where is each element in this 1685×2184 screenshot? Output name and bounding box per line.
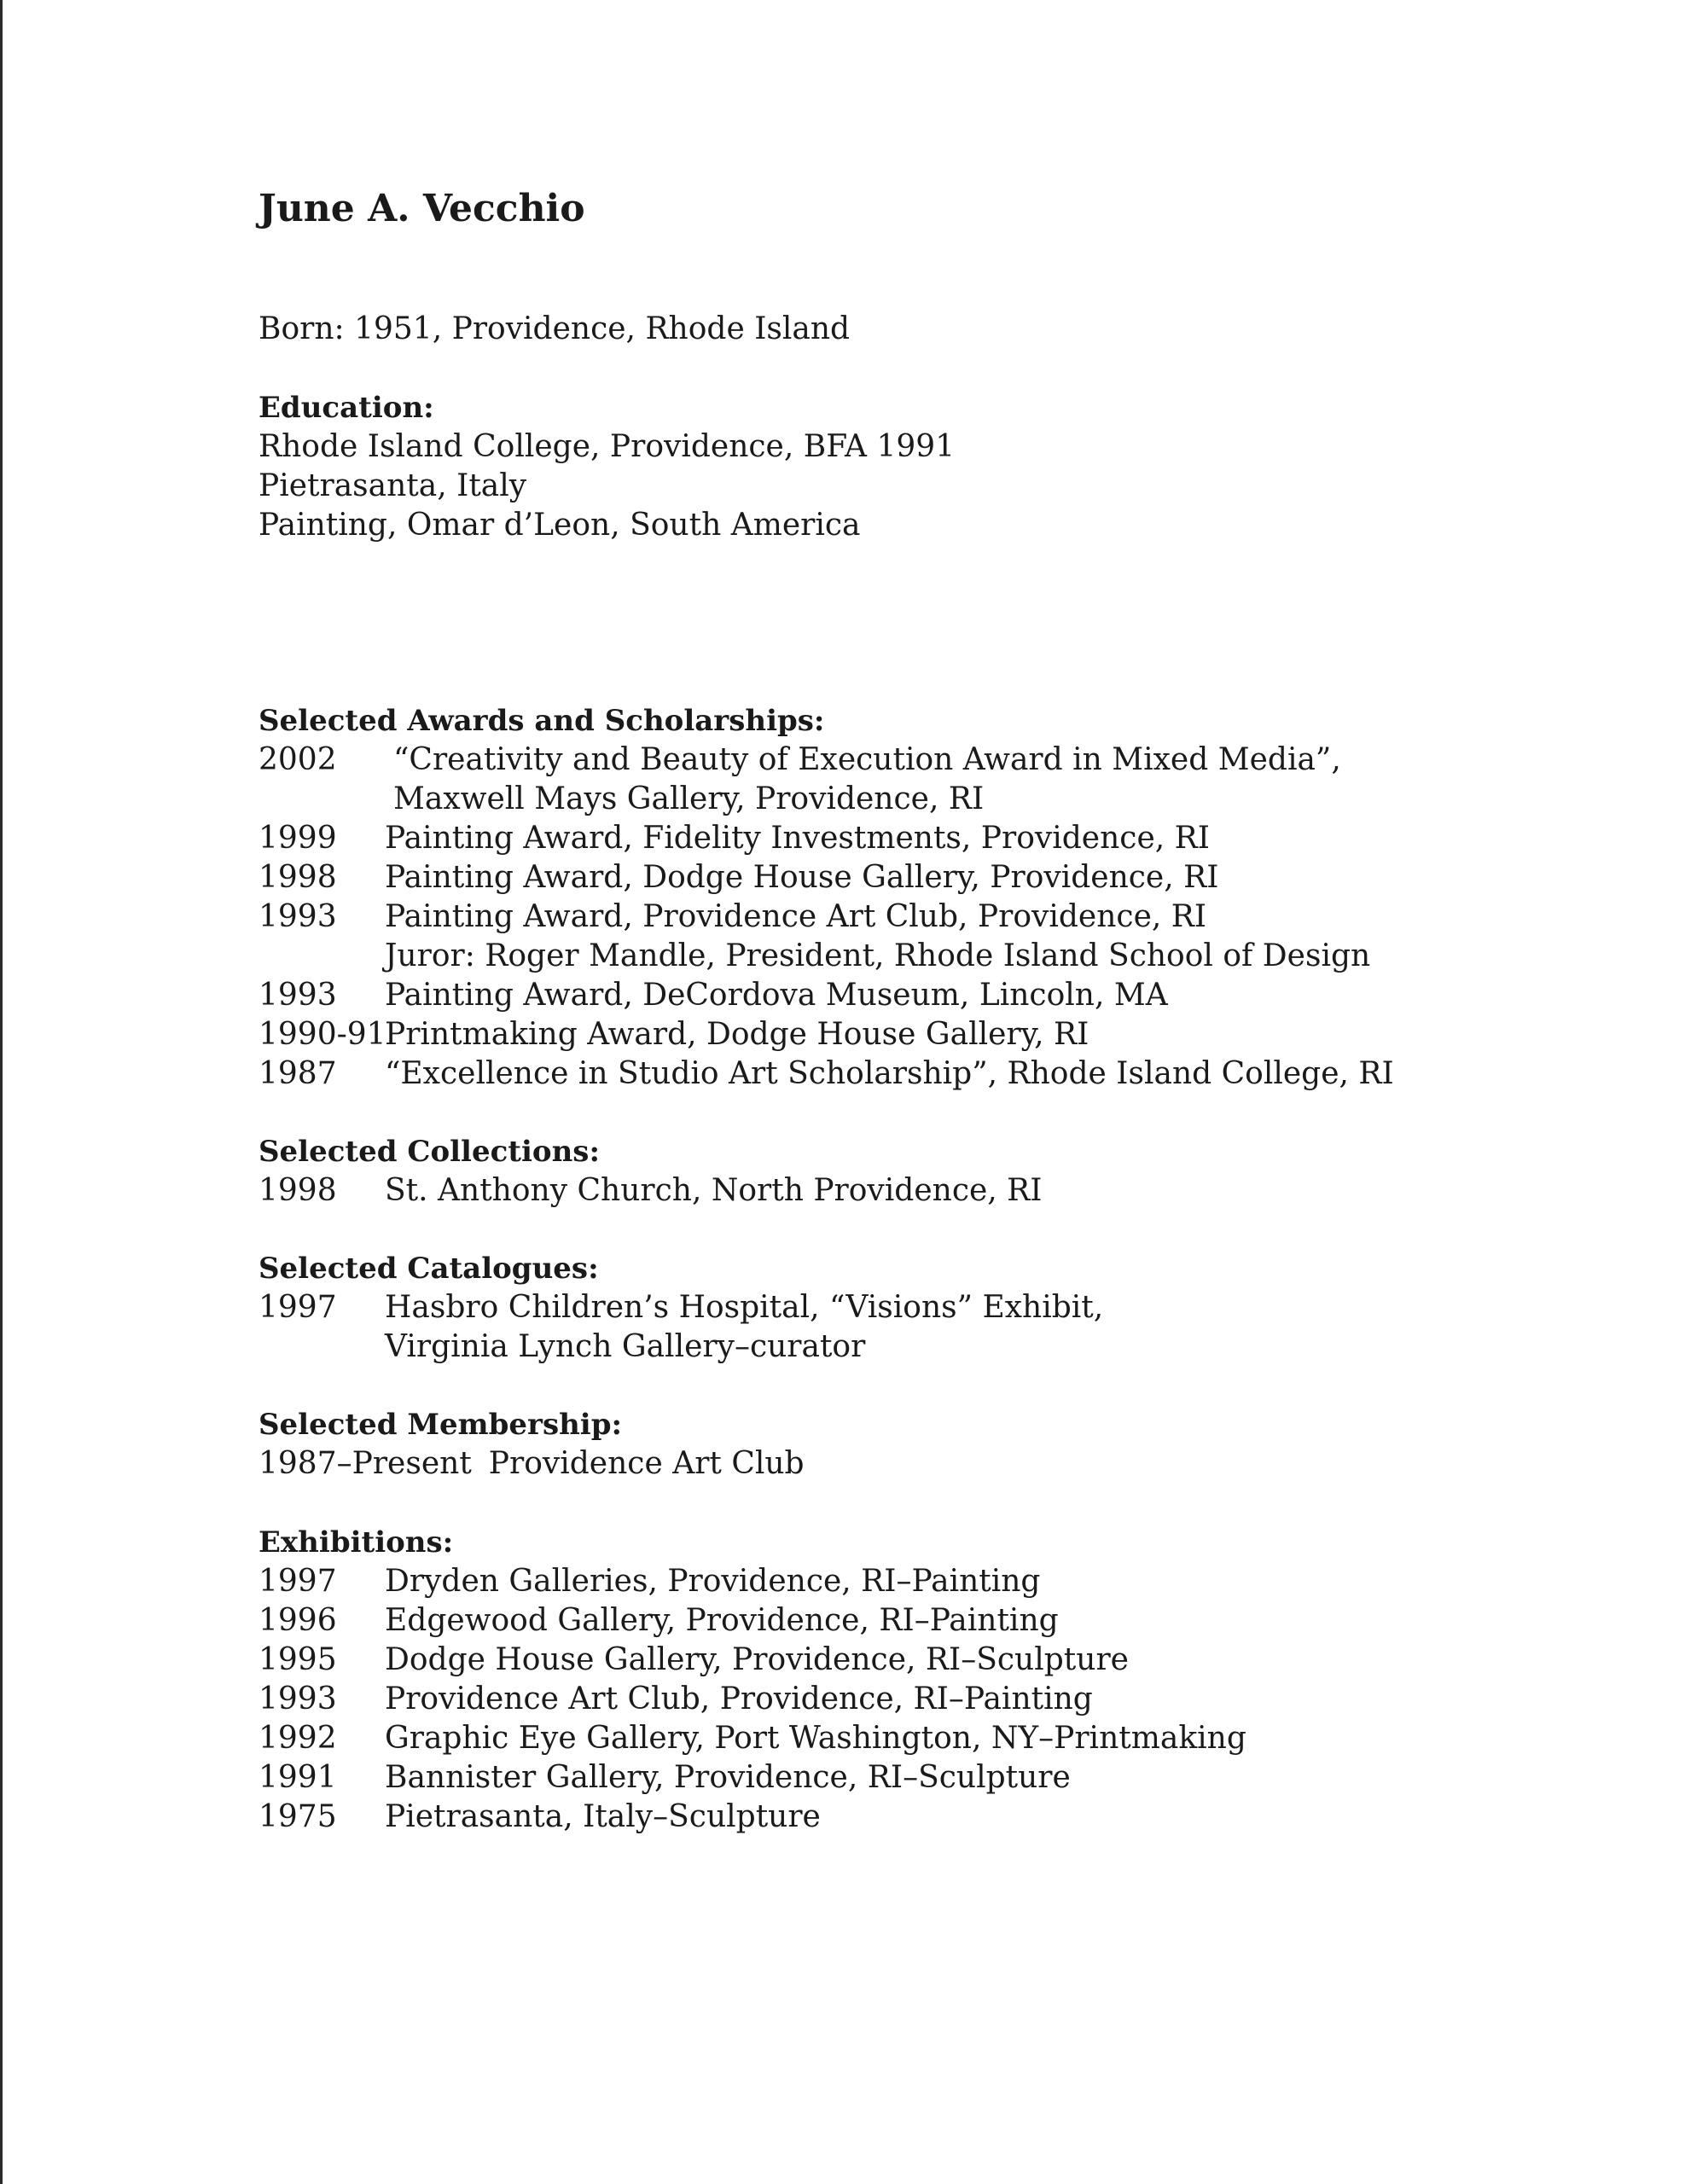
membership-row — [259, 1444, 1453, 1484]
award-year: 1998 — [259, 860, 337, 895]
exhibition-year: 1992 — [259, 1721, 337, 1756]
catalogue-text: Virginia Lynch Gallery–curator — [385, 1329, 866, 1364]
membership-heading: Selected Membership: — [259, 1408, 623, 1442]
exhibition-entry: Dryden Galleries, Providence, RI–Painting — [385, 1564, 1041, 1599]
exhibition-row — [259, 1758, 1453, 1798]
page-edge — [0, 0, 3, 2184]
awards-section — [259, 701, 1453, 1094]
exhibition-year: 1993 — [259, 1682, 337, 1716]
artist-name: June A. Vecchio — [259, 187, 585, 230]
exhibition-entry: Bannister Gallery, Providence, RI–Sculpture — [385, 1760, 1071, 1795]
catalogue-text: Hasbro Children’s Hospital, “Visions” Exhibit, — [385, 1290, 1104, 1325]
exhibition-row — [259, 1601, 1453, 1641]
exhibition-entry: Edgewood Gallery, Providence, RI–Painting — [385, 1603, 1059, 1638]
award-entry — [385, 976, 1453, 1015]
award-row — [259, 976, 1453, 1015]
award-text: Painting Award, Providence Art Club, Providence, RI — [385, 899, 1207, 934]
award-entry — [385, 858, 1453, 897]
education-item: Pietrasanta, Italy — [259, 468, 527, 503]
award-row — [259, 897, 1453, 976]
award-year: 1993 — [259, 978, 337, 1013]
award-entry — [393, 741, 1453, 819]
membership-years: 1987–Present — [259, 1446, 472, 1481]
award-row — [259, 819, 1453, 858]
award-row — [259, 858, 1453, 897]
exhibition-entry: Pietrasanta, Italy–Sculpture — [385, 1799, 821, 1834]
collections-section — [259, 1132, 1453, 1211]
collection-entry — [385, 1171, 1453, 1211]
exhibition-year: 1975 — [259, 1799, 337, 1834]
award-entry — [385, 1015, 1453, 1054]
award-text: “Creativity and Beauty of Execution Award in Mixed Media”, — [393, 742, 1341, 777]
exhibition-row — [259, 1719, 1453, 1758]
award-text: Painting Award, Fidelity Investments, Providence, RI — [385, 821, 1210, 856]
education-section — [259, 388, 1453, 545]
exhibition-entry: Dodge House Gallery, Providence, RI–Sculpture — [385, 1642, 1129, 1677]
award-text: Maxwell Mays Gallery, Providence, RI — [393, 781, 985, 816]
exhibition-year: 1995 — [259, 1642, 337, 1677]
exhibitions-heading: Exhibitions: — [259, 1525, 454, 1560]
award-year: 1993 — [259, 899, 337, 934]
award-text: Juror: Roger Mandle, President, Rhode Island School of Design — [385, 938, 1371, 973]
education-item: Rhode Island College, Providence, BFA 1991 — [259, 429, 956, 464]
award-row — [259, 741, 1453, 819]
award-entry — [385, 819, 1453, 858]
catalogues-heading: Selected Catalogues: — [259, 1252, 599, 1286]
exhibition-year: 1991 — [259, 1760, 337, 1795]
header — [259, 179, 1453, 239]
award-text: Painting Award, Dodge House Gallery, Providence, RI — [385, 860, 1219, 895]
exhibition-year: 1997 — [259, 1564, 337, 1599]
catalogues-section — [259, 1249, 1453, 1367]
exhibition-entry: Graphic Eye Gallery, Port Washington, NY–Printmaking — [385, 1721, 1246, 1756]
exhibition-year: 1996 — [259, 1603, 337, 1638]
collection-text: St. Anthony Church, North Providence, RI — [385, 1173, 1043, 1208]
born-block — [259, 310, 1453, 349]
award-year: 1987 — [259, 1056, 337, 1091]
catalogue-year: 1997 — [259, 1290, 337, 1325]
catalogue-row — [259, 1288, 1453, 1367]
membership-entry — [489, 1444, 1453, 1484]
education-item: Painting, Omar d’Leon, South America — [259, 508, 861, 543]
exhibition-row — [259, 1680, 1453, 1719]
award-entry — [385, 897, 1453, 976]
education-heading: Education: — [259, 391, 434, 425]
award-text: Printmaking Award, Dodge House Gallery, RI — [385, 1017, 1089, 1052]
collection-row — [259, 1171, 1453, 1211]
award-row — [259, 1015, 1453, 1054]
award-year: 1990-91 — [259, 1017, 386, 1052]
exhibition-row — [259, 1641, 1453, 1680]
exhibitions-section — [259, 1523, 1453, 1837]
collections-heading: Selected Collections: — [259, 1135, 600, 1169]
membership-section — [259, 1405, 1453, 1484]
awards-heading: Selected Awards and Scholarships: — [259, 704, 825, 738]
award-entry — [385, 1054, 1453, 1094]
born-line: Born: 1951, Providence, Rhode Island — [259, 311, 851, 346]
exhibition-row — [259, 1562, 1453, 1601]
exhibition-row — [259, 1798, 1453, 1837]
collection-year: 1998 — [259, 1173, 337, 1208]
catalogue-entry — [385, 1288, 1453, 1367]
exhibition-entry: Providence Art Club, Providence, RI–Painting — [385, 1682, 1093, 1716]
membership-text: Providence Art Club — [488, 1446, 805, 1481]
award-text: Painting Award, DeCordova Museum, Lincoln, MA — [385, 978, 1168, 1013]
award-row — [259, 1054, 1453, 1094]
award-year: 1999 — [259, 821, 337, 856]
award-year: 2002 — [259, 742, 337, 777]
award-text: “Excellence in Studio Art Scholarship”, Rhode Island College, RI — [385, 1056, 1394, 1091]
